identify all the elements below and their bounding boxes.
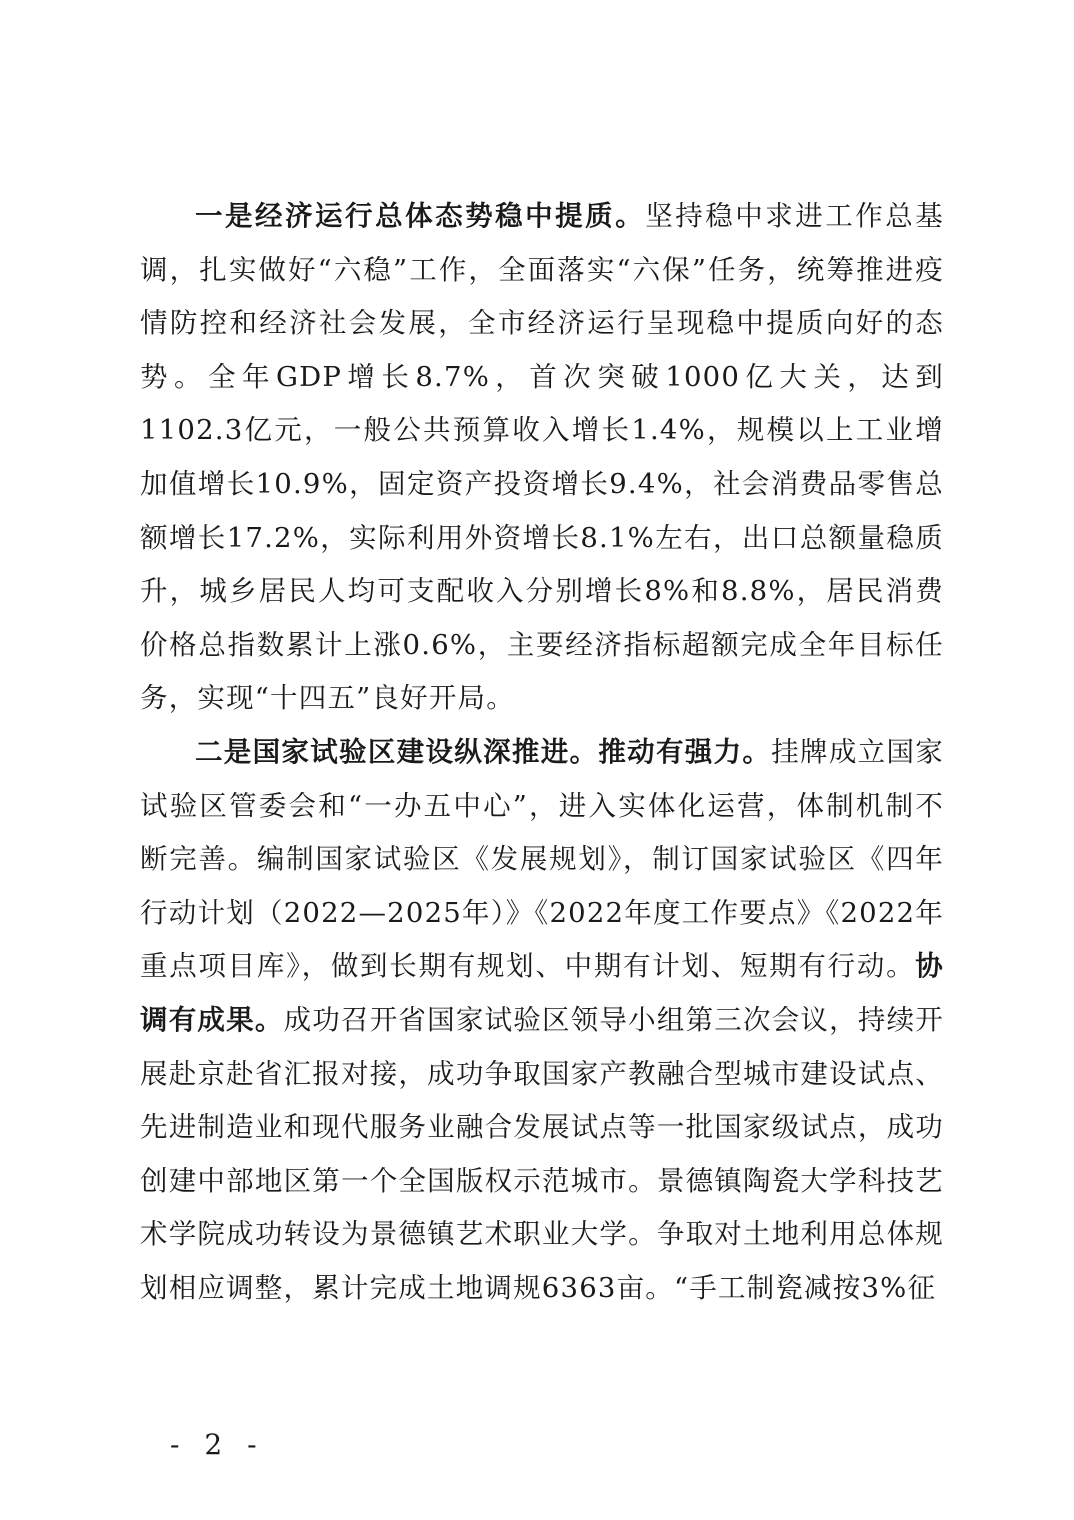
paragraph-economy-text: 坚持稳中求进工作总基调，扎实做好“六稳”工作，全面落实“六保”任务，统筹推进疫情防控和经济社会发展，全市经济运行呈现稳中提质向好的态势。全年GDP增长8.7%，首次突破1000亿大关，达到1102.3亿元，一般公共预算收入增长1.4%，规模以上工业增加值增长10.9%，固定资产投资增长9.4%，社会消费品零售总额增长17.2%，实际利用外资增长8.1%左右，出口总额量稳质升，城乡居民人均可支配收入分别增长8%和8.8%，居民消费价格总指数累计上涨0.6%，主要经济指标超额完成全年目标任务，实现“十四五”良好开局。 bbox=[140, 200, 944, 715]
paragraph-pilot-zone-heading: 二是国家试验区建设纵深推进。 bbox=[195, 735, 599, 768]
paragraph-economy bbox=[140, 190, 944, 726]
paragraph-economy-heading: 一是经济运行总体态势稳中提质。 bbox=[195, 200, 646, 232]
subheading-coordination: 协调有成果。 bbox=[140, 950, 944, 1036]
coordination-text: 成功召开省国家试验区领导小组第三次会议，持续开展赴京赴省汇报对接，成功争取国家产教融合型城市建设试点、先进制造业和现代服务业融合发展试点等一批国家级试点，成功创建中部地区第一个全国版权示范城市。景德镇陶瓷大学科技艺术学院成功转设为景德镇艺术职业大学。争取对土地利用总体规划相应调整，累计完成土地调规6363亩。“手工制瓷减按3%征 bbox=[140, 1003, 944, 1304]
page-number: - 2 - bbox=[170, 1428, 265, 1461]
subheading-promotion: 推动有强力。 bbox=[598, 735, 772, 768]
promotion-text: 挂牌成立国家试验区管委会和“一办五中心”，进入实体化运营，体制机制不断完善。编制国家试验区《发展规划》，制订国家试验区《四年行动计划（2022—2025年）》《2022年度工作要点》《2022年重点项目库》，做到长期有规划、中期有计划、短期有行动。 bbox=[140, 735, 944, 983]
document-body bbox=[140, 190, 944, 1315]
paragraph-pilot-zone bbox=[140, 726, 944, 1316]
